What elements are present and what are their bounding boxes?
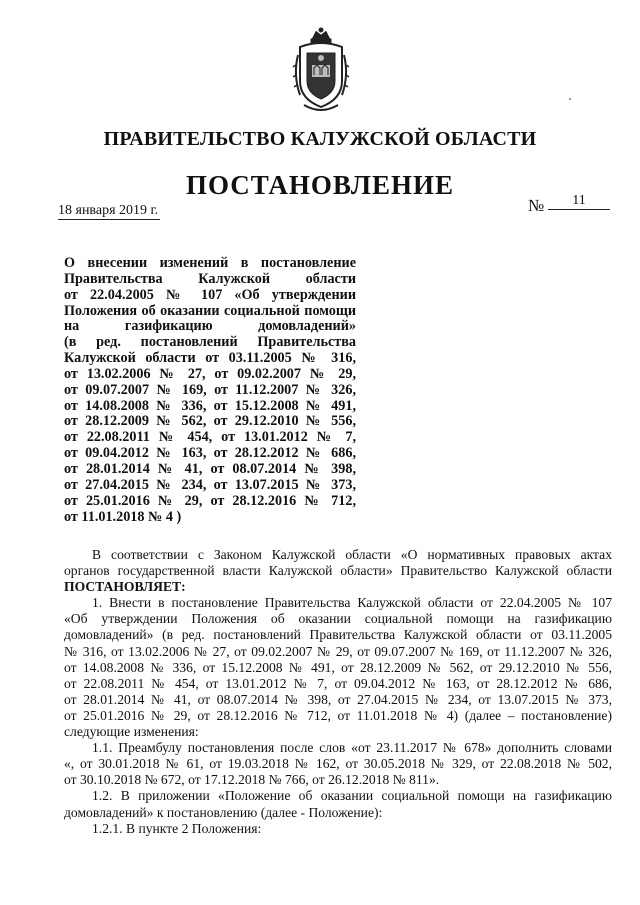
paragraph-1-2-1: 1.2.1. В пункте 2 Положения: (92, 820, 262, 836)
subject-line: от 09.07.2007 № 169, от 11.12.2007 № 326, (64, 381, 356, 398)
paragraph-1-line: от 25.01.2016 № 29, от 28.12.2016 № 712, от 11.01.2018 № 4) (далее – постановление) (64, 707, 612, 723)
paragraph-1-line: домовладений» (в ред. постановлений Правительства Калужской области от 03.11.2005 (64, 627, 612, 643)
paragraph-1-line: следующие изменения: (64, 724, 199, 740)
resolves-heading: ПОСТАНОВЛЯЕТ: (64, 579, 186, 595)
subject-line: от 09.04.2012 № 163, от 28.12.2012 № 686, (64, 445, 356, 462)
intro-line: В соответствии с Законом Калужской области «О нормативных правовых актах (92, 547, 612, 562)
subject-line: от 22.08.2011 № 454, от 13.01.2012 № 7, (64, 429, 356, 446)
paragraph-1-line: от 14.08.2008 № 336, от 15.12.2008 № 491, от 28.12.2009 № 562, от 29.12.2010 № 556, (64, 659, 612, 675)
document-type-title: ПОСТАНОВЛЕНИЕ (185, 170, 455, 200)
subject-line: О внесении изменений в постановление (64, 255, 356, 271)
subject-line: от 14.08.2008 № 336, от 15.12.2008 № 491, (64, 397, 356, 414)
paragraph-1-1-line: «, от 30.01.2018 № 61, от 19.03.2018 № 162, от 30.05.2018 № 329, от 22.08.2018 № 502, (64, 756, 612, 772)
subject-line: от 13.02.2006 № 27, от 09.02.2007 № 29, (64, 365, 356, 382)
coat-of-arms-emblem (290, 25, 352, 115)
number-label: № (528, 196, 545, 215)
document-subject (64, 256, 356, 525)
document-number: 11 (548, 193, 610, 210)
subject-line: от 28.01.2014 № 41, от 08.07.2014 № 398, (64, 460, 356, 477)
paragraph-1-2-line: 1.2. В приложении «Положение об оказании социальной помощи на газификацию (92, 788, 612, 804)
paragraph-1-line: «Об утверждении Положения об оказании социальной помощи на газификацию (64, 611, 612, 627)
paragraph-1-1-line: от 30.10.2018 № 672, от 17.12.2018 № 766, от 26.12.2018 № 811». (64, 772, 440, 788)
subject-line: на газификацию домовладений» (64, 318, 356, 335)
subject-line: от 27.04.2015 № 234, от 13.07.2015 № 373, (64, 476, 356, 493)
government-name: ПРАВИТЕЛЬСТВО КАЛУЖСКОЙ ОБЛАСТИ (103, 128, 537, 150)
subject-line: (в ред. постановлений Правительства (64, 334, 356, 351)
paragraph-1-2-line: домовладений» к постановлению (далее - Положение): (64, 804, 383, 820)
subject-line: Положения об оказании социальной помощи (64, 302, 356, 319)
subject-line: от 11.01.2018 № 4 ) (64, 508, 182, 525)
intro-line: органов государственной власти Калужской области» Правительство Калужской области (64, 563, 612, 579)
subject-line: Калужской области от 03.11.2005 № 316, (64, 350, 356, 367)
paragraph-1-line: от 28.01.2014 № 41, от 08.07.2014 № 398, от 27.04.2015 № 234, от 13.07.2015 № 373, (64, 691, 612, 707)
document-body (64, 547, 612, 837)
scan-speck (569, 98, 571, 100)
subject-line: от 28.12.2009 № 562, от 29.12.2010 № 556, (64, 413, 356, 430)
paragraph-1-1-line: 1.1. Преамбулу постановления после слов «от 23.11.2017 № 678» дополнить словами (92, 740, 612, 756)
document-date: 18 января 2019 г. (58, 203, 159, 218)
subject-line: от 25.01.2016 № 29, от 28.12.2016 № 712, (64, 492, 356, 509)
paragraph-1-line: 1. Внести в постановление Правительства Калужской области от 22.04.2005 № 107 (92, 595, 612, 611)
subject-line: от 22.04.2005 № 107 «Об утверждении (64, 286, 356, 303)
subject-line: Правительства Калужской области (64, 270, 356, 287)
paragraph-1-line: от 22.08.2011 № 454, от 13.01.2012 № 7, от 09.04.2012 № 163, от 28.12.2012 № 686, (64, 675, 612, 691)
paragraph-1-line: № 316, от 13.02.2006 № 27, от 09.02.2007 № 29, от 09.07.2007 № 169, от 11.12.2007 № 326, (64, 643, 612, 659)
